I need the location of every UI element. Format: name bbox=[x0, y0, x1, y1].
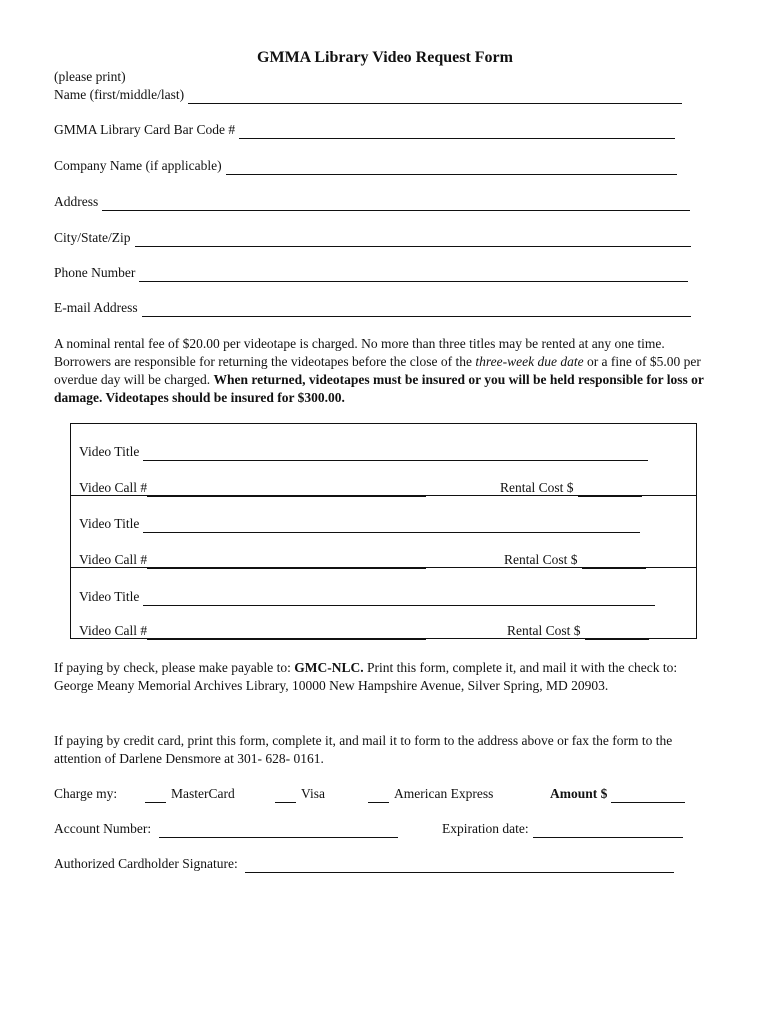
video-3-call-field bbox=[79, 622, 426, 640]
expiration-line[interactable] bbox=[533, 823, 683, 838]
email-label: E-mail Address bbox=[54, 300, 138, 315]
video-1-cost-field bbox=[500, 479, 642, 497]
city-label: City/State/Zip bbox=[54, 230, 131, 245]
card-line[interactable] bbox=[239, 124, 675, 139]
signature-field bbox=[54, 855, 674, 873]
company-line[interactable] bbox=[226, 160, 677, 175]
name-line[interactable] bbox=[188, 89, 682, 104]
video-2-call-label: Video Call # bbox=[79, 552, 148, 567]
form-title: GMMA Library Video Request Form bbox=[257, 49, 513, 66]
visa-label: Visa bbox=[301, 786, 325, 801]
check-payee: GMC-NLC. bbox=[294, 660, 364, 675]
credit-instructions: If paying by credit card, print this form, complete it, and mail it to form to the address above or fax the form to the attention of Darlene Densmore at 301- 628- 0161. bbox=[54, 733, 673, 766]
video-2-call-field bbox=[79, 551, 426, 569]
video-1-title-label: Video Title bbox=[79, 444, 140, 459]
mastercard-check-line[interactable] bbox=[145, 788, 166, 803]
check-instructions bbox=[54, 659, 714, 695]
video-1-call-label: Video Call # bbox=[79, 480, 148, 495]
name-field bbox=[54, 86, 682, 104]
account-field bbox=[54, 820, 398, 838]
email-line[interactable] bbox=[142, 302, 691, 317]
video-3-cost-label: Rental Cost $ bbox=[507, 623, 581, 638]
phone-field bbox=[54, 264, 688, 282]
name-label: Name (first/middle/last) bbox=[54, 87, 185, 102]
video-1-cost-line[interactable] bbox=[578, 482, 642, 497]
video-3-cost-field bbox=[507, 622, 649, 640]
amount-label: Amount $ bbox=[550, 786, 608, 801]
check-text-2: Print this form, complete it, and mail it with the check to: George Meany Memorial Archives Library, 10000 New Hampshire Avenue, Silver Spring, MD 20903. bbox=[54, 660, 678, 693]
charge-label: Charge my: bbox=[54, 786, 118, 801]
video-2-call-line[interactable] bbox=[147, 554, 426, 569]
amex-option bbox=[368, 785, 493, 803]
video-1-cost-label: Rental Cost $ bbox=[500, 480, 574, 495]
video-2-title-field bbox=[79, 515, 640, 533]
account-line[interactable] bbox=[159, 823, 398, 838]
video-3-call-label: Video Call # bbox=[79, 623, 148, 638]
video-2-title-label: Video Title bbox=[79, 516, 140, 531]
rental-terms-italic: three-week due date bbox=[475, 354, 584, 369]
address-field bbox=[54, 193, 690, 211]
amex-label: American Express bbox=[394, 786, 494, 801]
video-1-title-line[interactable] bbox=[143, 446, 648, 461]
card-field bbox=[54, 121, 675, 139]
video-2-cost-line[interactable] bbox=[582, 554, 646, 569]
card-label: GMMA Library Card Bar Code # bbox=[54, 122, 236, 137]
amount-line[interactable] bbox=[611, 788, 685, 803]
check-text: If paying by check, please make payable to: bbox=[54, 660, 295, 675]
video-3-cost-line[interactable] bbox=[585, 625, 649, 640]
video-2-title-line[interactable] bbox=[143, 518, 640, 533]
company-field bbox=[54, 157, 677, 175]
video-3-call-line[interactable] bbox=[147, 625, 426, 640]
mastercard-option bbox=[145, 785, 235, 803]
mastercard-label: MasterCard bbox=[171, 786, 235, 801]
rental-terms bbox=[54, 335, 714, 407]
address-label: Address bbox=[54, 194, 99, 209]
video-3-title-field bbox=[79, 588, 655, 606]
video-3-title-label: Video Title bbox=[79, 589, 140, 604]
amex-check-line[interactable] bbox=[368, 788, 389, 803]
phone-line[interactable] bbox=[139, 267, 688, 282]
video-1-call-line[interactable] bbox=[147, 482, 426, 497]
expiration-label: Expiration date: bbox=[442, 821, 529, 836]
signature-line[interactable] bbox=[245, 858, 674, 873]
company-label: Company Name (if applicable) bbox=[54, 158, 222, 173]
visa-option bbox=[275, 785, 325, 803]
video-1-call-field bbox=[79, 479, 426, 497]
rental-terms-text-2: or a fine of $5.00 per overdue day will be charged. bbox=[54, 354, 701, 387]
video-1-title-field bbox=[79, 443, 648, 461]
video-3-title-line[interactable] bbox=[143, 591, 655, 606]
print-note: (please print) bbox=[54, 69, 126, 84]
visa-check-line[interactable] bbox=[275, 788, 296, 803]
signature-label: Authorized Cardholder Signature: bbox=[54, 856, 238, 871]
rental-terms-text: A nominal rental fee of $20.00 per videotape is charged. No more than three titles may be rented at any one time. Borrowers are responsible for returning the videotapes before the close of the bbox=[54, 336, 665, 369]
phone-label: Phone Number bbox=[54, 265, 136, 280]
city-line[interactable] bbox=[135, 232, 691, 247]
account-label: Account Number: bbox=[54, 821, 152, 836]
city-field bbox=[54, 229, 691, 247]
amount-field bbox=[550, 785, 685, 803]
video-2-cost-label: Rental Cost $ bbox=[504, 552, 578, 567]
expiration-field bbox=[442, 820, 683, 838]
email-field bbox=[54, 299, 691, 317]
rental-terms-bold: When returned, videotapes must be insured or you will be held responsible for loss or damage. Videotapes should be insured for $300.00. bbox=[54, 372, 704, 405]
address-line[interactable] bbox=[102, 196, 690, 211]
video-2-cost-field bbox=[504, 551, 646, 569]
